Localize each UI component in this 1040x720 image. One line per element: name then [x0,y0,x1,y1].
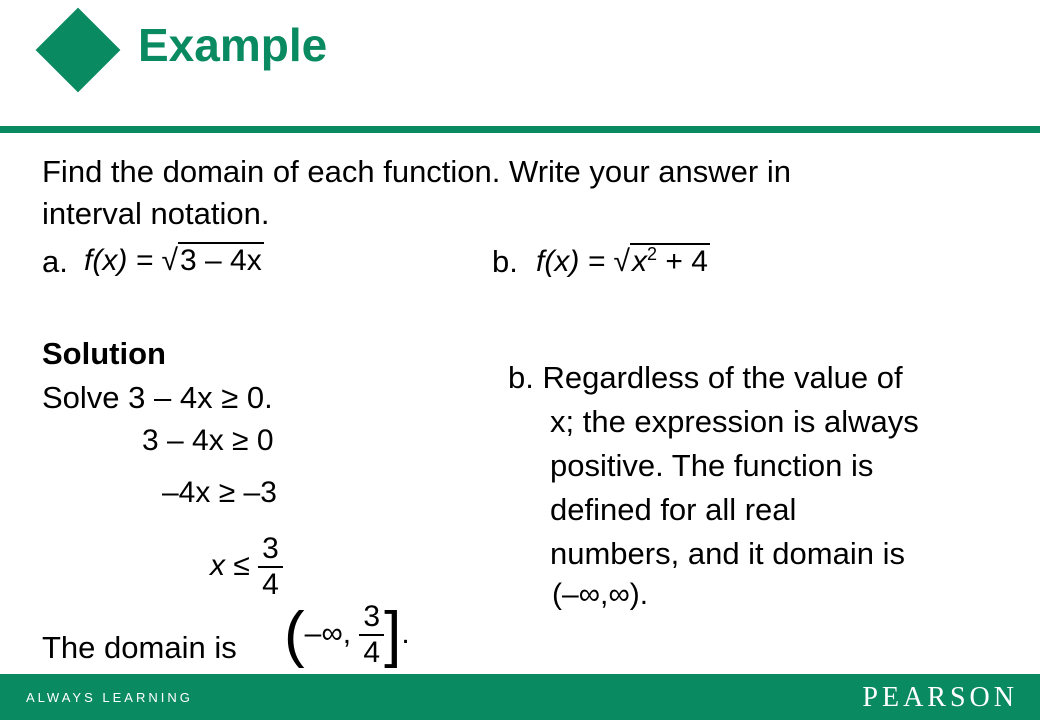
left-paren: ( [284,600,305,669]
sqrt-a: √3 – 4x [161,244,262,277]
b-explanation-line-2: x; the expression is always [550,404,919,439]
domain-a-left: –∞, [304,616,352,650]
function-a-lhs: f(x) = [84,244,162,277]
domain-fraction [359,600,384,670]
domain-fraction-numerator: 3 [359,600,384,636]
b-explanation-line-1: b. Regardless of the value of [508,360,903,395]
function-b [536,244,710,279]
radicand-b-base: x [631,245,647,278]
domain-a [284,600,410,670]
title-divider [0,126,1040,133]
footer-bar [0,674,1040,720]
intro-line-1: Find the domain of each function. Write your answer in [42,154,791,189]
domain-period: . [401,616,410,650]
solve-instruction: Solve 3 – 4x ≥ 0. [42,380,273,415]
footer-tagline: ALWAYS LEARNING [26,690,193,705]
step-3-lhs: x ≤ [210,548,250,582]
diamond-icon [36,8,121,93]
domain-fraction-denominator: 4 [363,636,381,669]
function-b-lhs: f(x) = [536,245,614,278]
radicand-b [630,243,710,278]
sqrt-b: $√x^2 + 4$ [613,244,708,278]
part-a-label: a. [42,244,68,279]
b-explanation-line-4: defined for all real [550,492,797,527]
right-bracket: ] [384,600,402,669]
fraction-three-fourths [258,532,283,602]
step-3 [210,532,283,602]
function-a [84,244,264,278]
intro-line-2: interval notation. [42,196,270,231]
pearson-logo: PEARSON [862,682,1018,713]
part-b-label: b. [492,244,518,279]
radicand-a: 3 – 4x [179,244,262,277]
domain-label: The domain is [42,630,237,665]
fraction-denominator: 4 [262,568,279,601]
slide-title: Example [138,19,328,71]
step-2: –4x ≥ –3 [162,476,277,509]
domain-b: (–∞,∞). [552,578,649,611]
b-explanation-line-3: positive. The function is [550,448,874,483]
b-explanation-line-5: numbers, and it domain is [550,536,905,571]
radicand-b-exponent: 2 [646,244,657,264]
step-1: 3 – 4x ≥ 0 [142,424,274,457]
solution-label: Solution [42,336,166,371]
radicand-b-rest: + 4 [657,245,708,278]
fraction-numerator: 3 [258,532,283,568]
